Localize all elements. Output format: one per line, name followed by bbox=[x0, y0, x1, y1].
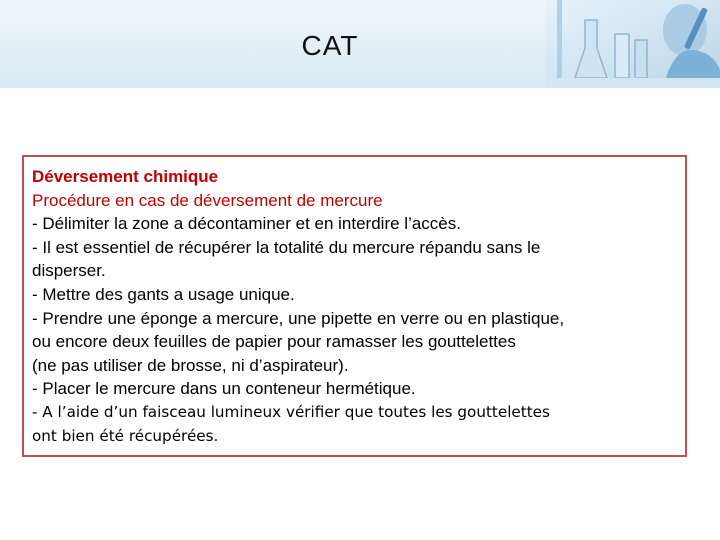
section-heading: Déversement chimique bbox=[32, 167, 219, 186]
section-subheading: Procédure en cas de déversement de mercure bbox=[32, 190, 383, 210]
procedure-line: - Mettre des gants a usage unique. bbox=[32, 284, 295, 304]
procedure-line: - Délimiter la zone a décontaminer et en interdire l’accès. bbox=[32, 214, 461, 234]
procedure-box bbox=[22, 155, 687, 457]
procedure-line: - Placer le mercure dans un conteneur hermétique. bbox=[32, 379, 416, 399]
procedure-line: - A l’aide d’un faisceau lumineux vérifier que toutes les gouttelettes bbox=[32, 402, 550, 421]
procedure-line: - Prendre une éponge a mercure, une pipette en verre ou en plastique, bbox=[32, 308, 565, 328]
procedure-line: ont bien été récupérées. bbox=[32, 426, 219, 445]
header-banner bbox=[0, 0, 720, 88]
procedure-line: disperser. bbox=[32, 261, 106, 281]
page-title: CAT bbox=[301, 30, 359, 61]
procedure-line: ou encore deux feuilles de papier pour ramasser les gouttelettes bbox=[32, 332, 516, 352]
procedure-line: (ne pas utiliser de brosse, ni d’aspirateur). bbox=[32, 355, 349, 375]
procedure-line: - Il est essentiel de récupérer la totalité du mercure répandu sans le bbox=[32, 237, 541, 257]
